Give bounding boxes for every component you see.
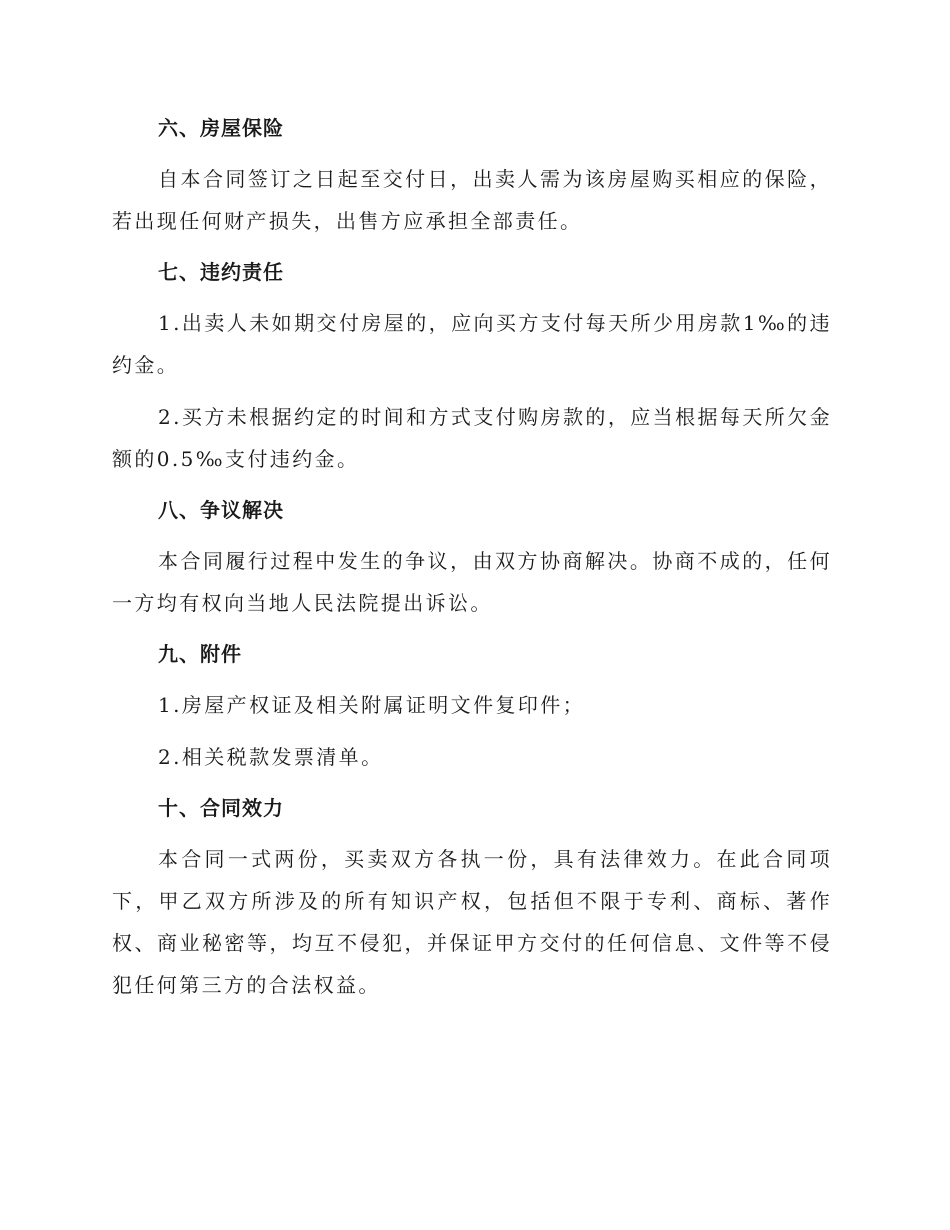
- paragraph-insurance: 自本合同签订之日起至交付日，出卖人需为该房屋购买相应的保险，若出现任何财产损失，出售方应承担全部责任。: [112, 167, 832, 233]
- paragraph-validity: 本合同一式两份，买卖双方各执一份，具有法律效力。在此合同项下，甲乙双方所涉及的所有知识产权，包括但不限于专利、商标、著作权、商业秘密等，均互不侵犯，并保证甲方交付的任何信息、文件等不侵犯任何第三方的合法权益。: [112, 847, 832, 997]
- document-page: [112, 108, 832, 1006]
- paragraph-breach-buyer: 2.买方未根据约定的时间和方式支付购房款的，应当根据每天所欠金额的0.5‰支付违约金。: [112, 405, 832, 471]
- section-heading-attachments: 九、附件: [158, 642, 242, 666]
- paragraph-attachment-1: 1.房屋产权证及相关附属证明文件复印件；: [158, 693, 586, 717]
- section-heading-breach: 七、违约责任: [158, 260, 284, 284]
- section-heading-dispute: 八、争议解决: [158, 498, 284, 522]
- paragraph-dispute: 本合同履行过程中发生的争议，由双方协商解决。协商不成的，任何一方均有权向当地人民法院提出诉讼。: [112, 549, 832, 615]
- section-heading-validity: 十、合同效力: [158, 796, 284, 820]
- paragraph-attachment-2: 2.相关税款发票清单。: [158, 745, 384, 769]
- paragraph-breach-seller: 1.出卖人未如期交付房屋的，应向买方支付每天所少用房款1‰的违约金。: [112, 311, 832, 377]
- section-heading-insurance: 六、房屋保险: [158, 116, 284, 140]
